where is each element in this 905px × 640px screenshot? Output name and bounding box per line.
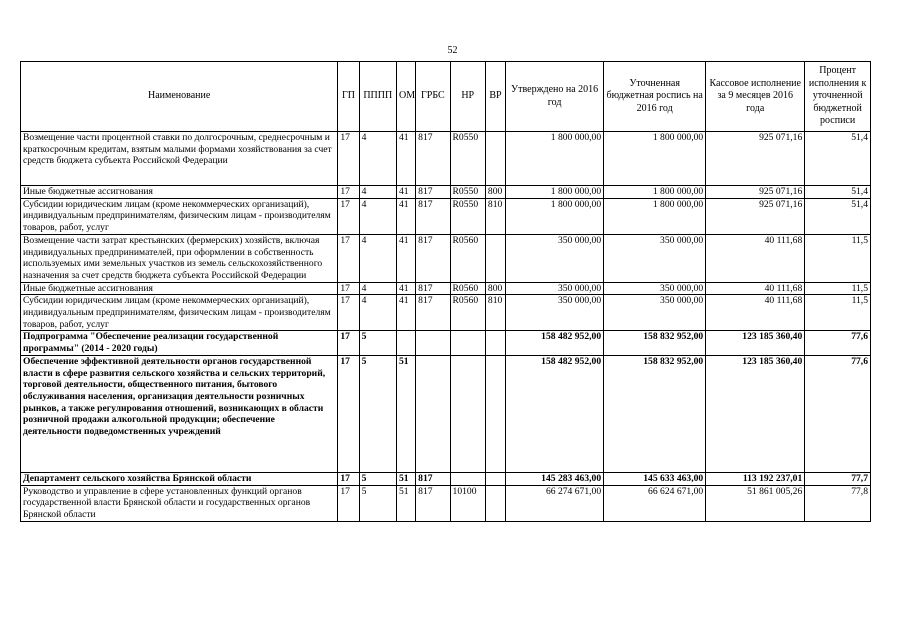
row-vr: 810 [485,295,505,331]
row-gp: 17 [338,132,359,186]
row-name: Субсидии юридическим лицам (кроме некоммерческих организаций), индивидуальным предпринимателям, физическим лицам - производителям товаров, работ, услуг [21,295,338,331]
row-cash: 51 861 005,26 [706,485,805,521]
row-approved: 1 800 000,00 [506,186,604,199]
header-name: Наименование [21,62,338,132]
row-percent: 77,7 [805,472,871,485]
row-pppp: 4 [359,282,396,295]
row-vr [485,234,505,282]
table-row [21,295,871,331]
row-om: 41 [396,132,415,186]
row-pppp: 5 [359,472,396,485]
row-vr: 800 [485,282,505,295]
row-om: 41 [396,282,415,295]
table-row [21,282,871,295]
row-cash: 123 185 360,40 [706,331,805,355]
header-grbs: ГРБС [416,62,450,132]
row-name: Руководство и управление в сфере установленных функций органов государственной власти Брянской области и государственных органов Брянской области [21,485,338,521]
row-name: Субсидии юридическим лицам (кроме некоммерческих организаций), индивидуальным предпринимателям, физическим лицам - производителям товаров, работ, услуг [21,198,338,234]
row-percent: 77,6 [805,355,871,472]
row-om: 51 [396,472,415,485]
table-row [21,355,871,472]
row-om: 51 [396,355,415,472]
row-percent: 11,5 [805,282,871,295]
header-vr: ВР [485,62,505,132]
row-cash: 40 111,68 [706,234,805,282]
row-specified: 1 800 000,00 [604,198,706,234]
row-cash: 925 071,16 [706,132,805,186]
row-cash: 925 071,16 [706,198,805,234]
table-row [21,186,871,199]
row-vr [485,355,505,472]
row-gp: 17 [338,485,359,521]
row-pppp: 4 [359,132,396,186]
row-percent: 77,6 [805,331,871,355]
row-specified: 350 000,00 [604,282,706,295]
row-approved: 158 482 952,00 [506,355,604,472]
row-grbs: 817 [416,472,450,485]
row-name: Подпрограмма "Обеспечение реализации государственной программы" (2014 - 2020 годы) [21,331,338,355]
table-row [21,472,871,485]
table-row [21,485,871,521]
row-percent: 51,4 [805,132,871,186]
row-name: Обеспечение эффективной деятельности органов государственной власти в сфере развития сельского хозяйства и сельских территорий, торговой деятельности, общественного питания, бытового обслуживания населения, организация деятельности розничных рынков, а также регулирования отношений, возникающих в области розничной продажи алкогольной продукции; обеспечение деятельности подведомственных учреждений [21,355,338,472]
header-approved: Утверждено на 2016 год [506,62,604,132]
row-specified: 350 000,00 [604,234,706,282]
row-name: Возмещение части процентной ставки по долгосрочным, среднесрочным и краткосрочным кредитам, взятым малыми формами хозяйствования за счет средств бюджета субъекта Российской Федерации [21,132,338,186]
row-cash: 925 071,16 [706,186,805,199]
row-grbs [416,331,450,355]
row-specified: 66 624 671,00 [604,485,706,521]
budget-execution-table [20,61,871,522]
header-np: НР [450,62,485,132]
row-approved: 1 800 000,00 [506,198,604,234]
row-om: 41 [396,186,415,199]
header-pppp: ПППП [359,62,396,132]
header-cash: Кассовое исполнение за 9 месяцев 2016 года [706,62,805,132]
row-gp: 17 [338,186,359,199]
table-row [21,234,871,282]
row-specified: 158 832 952,00 [604,331,706,355]
row-grbs [416,355,450,472]
row-np: 10100 [450,485,485,521]
table-row [21,132,871,186]
header-percent: Процент исполнения к уточненной бюджетной росписи [805,62,871,132]
row-gp: 17 [338,355,359,472]
row-np: R0550 [450,186,485,199]
row-gp: 17 [338,295,359,331]
row-pppp: 4 [359,234,396,282]
row-np [450,331,485,355]
row-pppp: 4 [359,295,396,331]
row-name: Иные бюджетные ассигнования [21,186,338,199]
row-grbs: 817 [416,282,450,295]
row-approved: 145 283 463,00 [506,472,604,485]
header-gp: ГП [338,62,359,132]
page-number: 52 [447,45,458,56]
row-name: Департамент сельского хозяйства Брянской области [21,472,338,485]
row-vr: 810 [485,198,505,234]
table-row [21,331,871,355]
row-om [396,331,415,355]
row-cash: 113 192 237,01 [706,472,805,485]
row-pppp: 5 [359,331,396,355]
row-np: R0550 [450,198,485,234]
row-cash: 123 185 360,40 [706,355,805,472]
row-name: Иные бюджетные ассигнования [21,282,338,295]
row-pppp: 5 [359,485,396,521]
row-percent: 11,5 [805,234,871,282]
row-approved: 350 000,00 [506,282,604,295]
row-vr [485,485,505,521]
row-grbs: 817 [416,485,450,521]
row-approved: 66 274 671,00 [506,485,604,521]
row-np: R0560 [450,234,485,282]
row-grbs: 817 [416,132,450,186]
row-grbs: 817 [416,186,450,199]
row-specified: 350 000,00 [604,295,706,331]
row-np: R0560 [450,282,485,295]
row-gp: 17 [338,331,359,355]
row-np [450,472,485,485]
header-specified: Уточненная бюджетная роспись на 2016 год [604,62,706,132]
row-percent: 11,5 [805,295,871,331]
row-vr [485,331,505,355]
row-grbs: 817 [416,198,450,234]
row-vr [485,132,505,186]
row-approved: 350 000,00 [506,295,604,331]
row-percent: 51,4 [805,186,871,199]
row-name: Возмещение части затрат крестьянских (фермерских) хозяйств, включая индивидуальных предпринимателей, при оформлении в собственность используемых ими земельных участков из земель сельскохозяйственного назначения за счет средств бюджета субъекта Российской Федерации [21,234,338,282]
row-cash: 40 111,68 [706,295,805,331]
row-om: 41 [396,198,415,234]
row-specified: 1 800 000,00 [604,132,706,186]
row-pppp: 4 [359,186,396,199]
header-om: ОМ [396,62,415,132]
row-specified: 158 832 952,00 [604,355,706,472]
row-vr [485,472,505,485]
row-np [450,355,485,472]
row-grbs: 817 [416,234,450,282]
row-percent: 77,8 [805,485,871,521]
row-cash: 40 111,68 [706,282,805,295]
row-gp: 17 [338,198,359,234]
row-gp: 17 [338,282,359,295]
row-specified: 1 800 000,00 [604,186,706,199]
row-pppp: 4 [359,198,396,234]
row-approved: 350 000,00 [506,234,604,282]
row-percent: 51,4 [805,198,871,234]
row-grbs: 817 [416,295,450,331]
row-gp: 17 [338,472,359,485]
header-row [21,62,871,132]
row-np: R0560 [450,295,485,331]
row-approved: 158 482 952,00 [506,331,604,355]
table-row [21,198,871,234]
row-om: 41 [396,234,415,282]
row-om: 51 [396,485,415,521]
row-vr: 800 [485,186,505,199]
row-gp: 17 [338,234,359,282]
row-pppp: 5 [359,355,396,472]
row-om: 41 [396,295,415,331]
row-approved: 1 800 000,00 [506,132,604,186]
row-specified: 145 633 463,00 [604,472,706,485]
row-np: R0550 [450,132,485,186]
